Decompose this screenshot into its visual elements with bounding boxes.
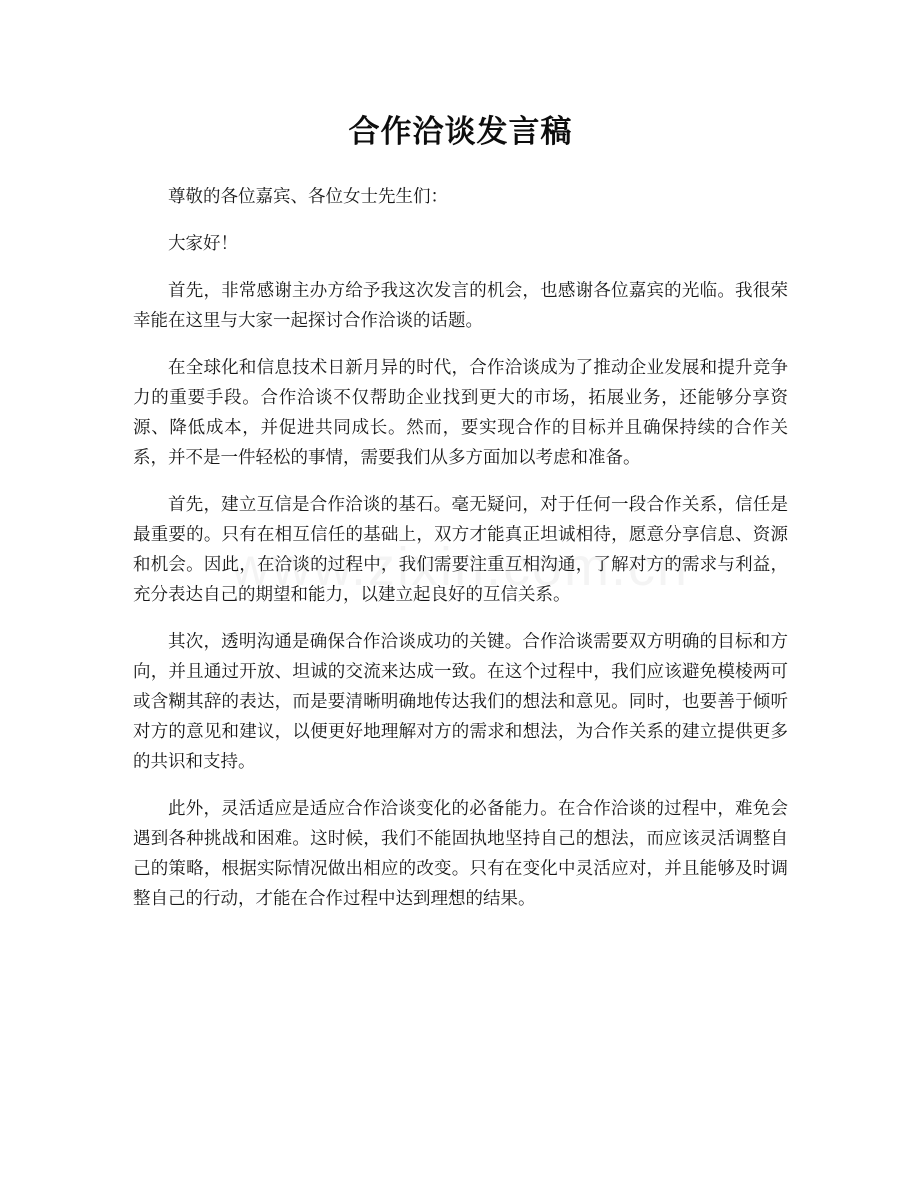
paragraph-flexibility: 此外，灵活适应是适应合作洽谈变化的必备能力。在合作洽谈的过程中，难免会遇到各种挑战和困难。这时候，我们不能固执地坚持自己的想法，而应该灵活调整自己的策略，根据实际情况做出相应的改变。只有在变化中灵活应对，并且能够及时调整自己的行动，才能在合作过程中达到理想的结果。	[133, 799, 788, 909]
paragraph-communication: 其次，透明沟通是确保合作洽谈成功的关键。合作洽谈需要双方明确的目标和方向，并且通过开放、坦诚的交流来达成一致。在这个过程中，我们应该避免模棱两可或含糊其辞的表达，而是要清晰明确地传达我们的想法和意见。同时，也要善于倾听对方的意见和建议，以便更好地理解对方的需求和想法，为合作关系的建立提供更多的共识和支持。	[133, 632, 788, 772]
salutation: 尊敬的各位嘉宾、各位女士先生们：	[168, 187, 448, 207]
paragraph-trust: 首先，建立互信是合作洽谈的基石。毫无疑问，对于任何一段合作关系，信任是最重要的。只有在相互信任的基础上，双方才能真正坦诚相待，愿意分享信息、资源和机会。因此，在洽谈的过程中，我们需要注重互相沟通，了解对方的需求与利益，充分表达自己的期望和能力，以建立起良好的互信关系。	[133, 495, 788, 605]
paragraph-context: 在全球化和信息技术日新月异的时代，合作洽谈成为了推动企业发展和提升竞争力的重要手段。合作洽谈不仅帮助企业找到更大的市场，拓展业务，还能够分享资源、降低成本，并促进共同成长。然而，要实现合作的目标并且确保持续的合作关系，并不是一件轻松的事情，需要我们从多方面加以考虑和准备。	[133, 358, 788, 468]
greeting: 大家好！	[168, 234, 238, 254]
document-title: 合作洽谈发言稿	[348, 114, 573, 150]
paragraph-opening: 首先，非常感谢主办方给予我这次发言的机会，也感谢各位嘉宾的光临。我很荣幸能在这里与大家一起探讨合作洽谈的话题。	[133, 281, 788, 331]
